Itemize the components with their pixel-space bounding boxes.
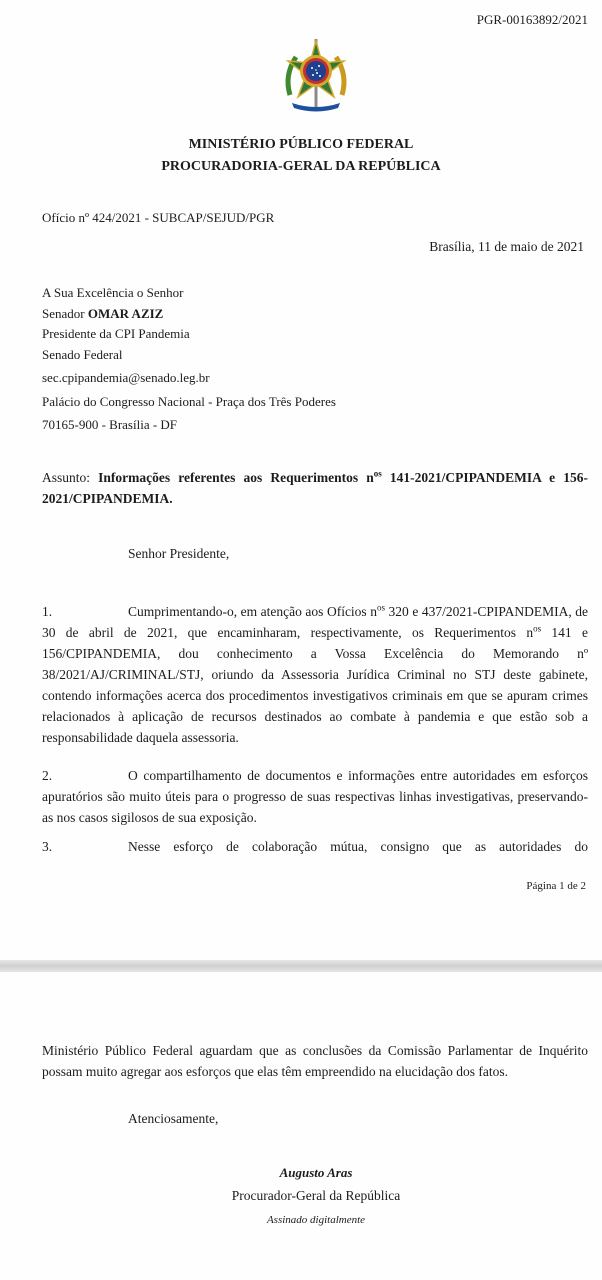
subject-text-pre: Informações referentes aos Requerimentos n xyxy=(98,470,374,485)
document-number: PGR-00163892/2021 xyxy=(476,12,588,27)
recipient-role: Presidente da CPI Pandemia xyxy=(42,326,190,341)
document-page-2 xyxy=(0,972,602,1280)
header-line-1: MINISTÉRIO PÚBLICO FEDERAL xyxy=(188,137,414,152)
place-date: Brasília, 11 de maio de 2021 xyxy=(429,239,584,254)
signature-note: Assinado digitalmente xyxy=(266,1214,366,1226)
recipient-title: Senador xyxy=(42,305,85,321)
recipient-zip-city: 70165-900 - Brasília - DF xyxy=(42,417,178,432)
paragraph-text: 141 e 156/CPIPANDEMIA, dou conhecimento a Vossa Excelência do Memorando nº 38/2021/AJ/CRIMINAL/STJ, oriundo da Assessoria Jurídica Criminal no STJ deste gabinete, contendo informações acerca dos procedimentos investigativos criminais em que se apuram crimes relacionados à aplicação de recursos destinados ao combate à pandemia e que estão sob a responsabilidade daquela assessoria. xyxy=(42,625,588,745)
paragraph-text: Cumprimentando-o, em atenção aos Ofícios n xyxy=(128,604,377,619)
signer-title: Procurador-Geral da República xyxy=(231,1188,401,1203)
superscript: os xyxy=(376,602,385,613)
closing: Atenciosamente, xyxy=(128,1111,219,1126)
recipient-org: Senado Federal xyxy=(42,346,123,362)
recipient-salutation: A Sua Excelência o Senhor xyxy=(42,285,184,300)
superscript: os xyxy=(533,623,542,634)
paragraph-number: 1. xyxy=(42,604,53,619)
oficio-reference: Ofício nº 424/2021 - SUBCAP/SEJUD/PGR xyxy=(42,210,275,225)
signer-name: Augusto Aras xyxy=(279,1165,353,1180)
paragraph-3 xyxy=(42,836,588,857)
subject-text-post: 141-2021/CPIPANDEMIA e 156-2021/CPIPANDEMIA. xyxy=(42,470,589,506)
paragraph-3-continuation: Ministério Público Federal aguardam que as conclusões da Comissão Parlamentar de Inquérito possam muito agregar aos esforços que elas têm empreendido na elucidação dos fatos. xyxy=(42,1043,588,1079)
recipient-address: Palácio do Congresso Nacional - Praça dos Três Poderes xyxy=(42,393,336,409)
recipient-email: sec.cpipandemia@senado.leg.br xyxy=(42,370,210,385)
recipient-name-line xyxy=(42,304,336,325)
recipient-block xyxy=(42,283,336,436)
header-line-2: PROCURADORIA-GERAL DA REPÚBLICA xyxy=(161,159,441,174)
paragraph-text: 320 e 437/2021-CPIPANDEMIA, de 30 de abril de 2021, que encaminharam, respectivamente, os Requerimentos n xyxy=(42,604,589,640)
paragraph-text: Nesse esforço de colaboração mútua, consigno que as autoridades do xyxy=(128,839,588,854)
recipient-name: OMAR AZIZ xyxy=(87,305,164,321)
paragraph-1 xyxy=(42,601,588,748)
paragraph-text: O compartilhamento de documentos e informações entre autoridades em esforços apuratórios são muito úteis para o progresso de suas respectivas linhas investigativas, preservando-as nos casos sigilosos de sua exposição. xyxy=(42,768,588,825)
salutation: Senhor Presidente, xyxy=(128,546,230,561)
subject-line xyxy=(42,467,588,509)
page-number: Página 1 de 2 xyxy=(526,880,586,892)
subject-label: Assunto: xyxy=(42,470,91,485)
page-separator xyxy=(0,960,602,972)
paragraph-number: 3. xyxy=(42,839,53,854)
subject-superscript: os xyxy=(373,468,382,479)
paragraph-2 xyxy=(42,765,588,828)
paragraph-number: 2. xyxy=(42,768,53,783)
brazil-coat-of-arms-icon xyxy=(278,37,354,113)
